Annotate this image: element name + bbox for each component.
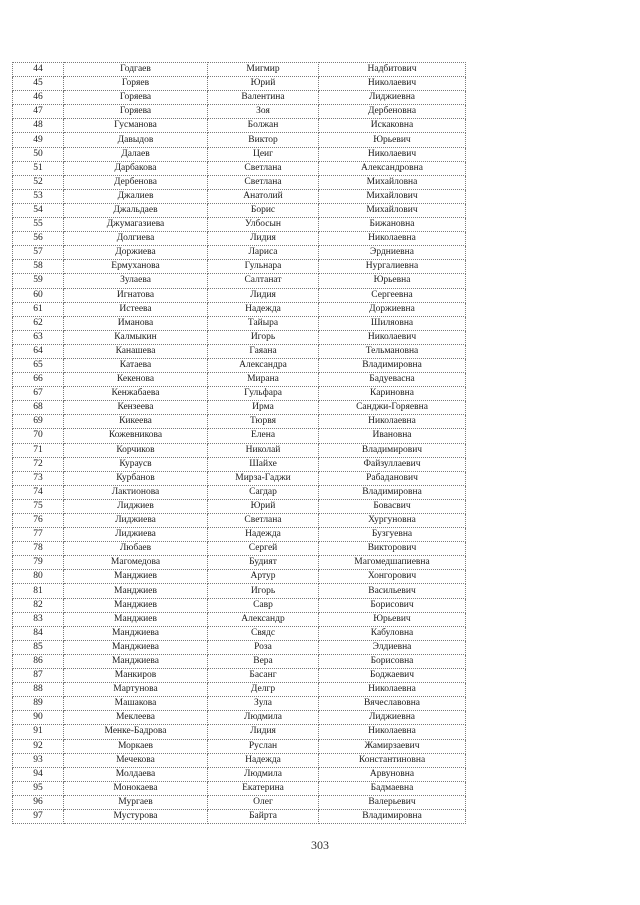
row-number-cell: 94 bbox=[13, 767, 64, 781]
table-row bbox=[13, 302, 466, 316]
last-name-cell: Манджиев bbox=[64, 598, 208, 612]
first-name-cell: Гульфара bbox=[208, 387, 319, 401]
first-name-cell: Валентина bbox=[208, 91, 319, 105]
patronymic-cell: Владимировна bbox=[319, 809, 466, 823]
first-name-cell: Руслан bbox=[208, 739, 319, 753]
table-row bbox=[13, 711, 466, 725]
first-name-cell: Лидия bbox=[208, 725, 319, 739]
row-number-cell: 47 bbox=[13, 105, 64, 119]
last-name-cell: Истеева bbox=[64, 302, 208, 316]
patronymic-cell: Бадмаевна bbox=[319, 781, 466, 795]
row-number-cell: 77 bbox=[13, 528, 64, 542]
first-name-cell: Тюрвя bbox=[208, 415, 319, 429]
first-name-cell: Гаяана bbox=[208, 344, 319, 358]
first-name-cell: Людмила bbox=[208, 711, 319, 725]
first-name-cell: Артур bbox=[208, 570, 319, 584]
row-number-cell: 49 bbox=[13, 133, 64, 147]
first-name-cell: Надежда bbox=[208, 753, 319, 767]
first-name-cell: Борис bbox=[208, 203, 319, 217]
first-name-cell: Зула bbox=[208, 697, 319, 711]
first-name-cell: Делгр bbox=[208, 683, 319, 697]
last-name-cell: Канашева bbox=[64, 344, 208, 358]
last-name-cell: Дербенова bbox=[64, 175, 208, 189]
patronymic-cell: Борисовна bbox=[319, 654, 466, 668]
row-number-cell: 65 bbox=[13, 358, 64, 372]
patronymic-cell: Арвуновна bbox=[319, 767, 466, 781]
last-name-cell: Лиджиева bbox=[64, 528, 208, 542]
patronymic-cell: Бовасвич bbox=[319, 499, 466, 513]
row-number-cell: 96 bbox=[13, 795, 64, 809]
row-number-cell: 71 bbox=[13, 443, 64, 457]
table-row bbox=[13, 809, 466, 823]
first-name-cell: Тайыра bbox=[208, 316, 319, 330]
last-name-cell: Джалиев bbox=[64, 189, 208, 203]
page-number: 303 bbox=[311, 838, 329, 852]
table-row bbox=[13, 415, 466, 429]
table-row bbox=[13, 781, 466, 795]
last-name-cell: Кензеева bbox=[64, 401, 208, 415]
row-number-cell: 72 bbox=[13, 457, 64, 471]
patronymic-cell: Лиджиевна bbox=[319, 711, 466, 725]
table-row bbox=[13, 626, 466, 640]
patronymic-cell: Эрдниевна bbox=[319, 246, 466, 260]
table-row bbox=[13, 373, 466, 387]
last-name-cell: Мечекова bbox=[64, 753, 208, 767]
row-number-cell: 57 bbox=[13, 246, 64, 260]
row-number-cell: 95 bbox=[13, 781, 64, 795]
row-number-cell: 82 bbox=[13, 598, 64, 612]
last-name-cell: Горяева bbox=[64, 105, 208, 119]
table-row bbox=[13, 739, 466, 753]
table-row bbox=[13, 612, 466, 626]
patronymic-cell: Михайлович bbox=[319, 189, 466, 203]
table-row bbox=[13, 246, 466, 260]
table-row bbox=[13, 697, 466, 711]
patronymic-cell: Лиджиевна bbox=[319, 91, 466, 105]
table-row bbox=[13, 795, 466, 809]
last-name-cell: Мургаев bbox=[64, 795, 208, 809]
patronymic-cell: Нургалиевна bbox=[319, 260, 466, 274]
patronymic-cell: Михайлович bbox=[319, 203, 466, 217]
first-name-cell: Юрий bbox=[208, 77, 319, 91]
table-row bbox=[13, 443, 466, 457]
patronymic-cell: Владимирович bbox=[319, 443, 466, 457]
last-name-cell: Манджиева bbox=[64, 654, 208, 668]
row-number-cell: 51 bbox=[13, 161, 64, 175]
last-name-cell: Ермуханова bbox=[64, 260, 208, 274]
first-name-cell: Вера bbox=[208, 654, 319, 668]
patronymic-cell: Рабаданович bbox=[319, 471, 466, 485]
table-row bbox=[13, 288, 466, 302]
first-name-cell: Басанг bbox=[208, 669, 319, 683]
patronymic-cell: Файзуллаевич bbox=[319, 457, 466, 471]
row-number-cell: 91 bbox=[13, 725, 64, 739]
first-name-cell: Сергей bbox=[208, 542, 319, 556]
table-row bbox=[13, 725, 466, 739]
row-number-cell: 56 bbox=[13, 232, 64, 246]
first-name-cell: Светлана bbox=[208, 175, 319, 189]
table-row bbox=[13, 358, 466, 372]
row-number-cell: 67 bbox=[13, 387, 64, 401]
first-name-cell: Анатолий bbox=[208, 189, 319, 203]
row-number-cell: 50 bbox=[13, 147, 64, 161]
first-name-cell: Надежда bbox=[208, 528, 319, 542]
patronymic-cell: Викторович bbox=[319, 542, 466, 556]
row-number-cell: 87 bbox=[13, 669, 64, 683]
last-name-cell: Кожевникова bbox=[64, 429, 208, 443]
first-name-cell: Надежда bbox=[208, 302, 319, 316]
table-row bbox=[13, 77, 466, 91]
patronymic-cell: Александровна bbox=[319, 161, 466, 175]
table-row bbox=[13, 654, 466, 668]
last-name-cell: Джумагазиева bbox=[64, 218, 208, 232]
last-name-cell: Мартунова bbox=[64, 683, 208, 697]
first-name-cell: Николай bbox=[208, 443, 319, 457]
last-name-cell: Калмыкин bbox=[64, 330, 208, 344]
last-name-cell: Кикеева bbox=[64, 415, 208, 429]
table-row bbox=[13, 344, 466, 358]
row-number-cell: 58 bbox=[13, 260, 64, 274]
patronymic-cell: Юрьевна bbox=[319, 274, 466, 288]
first-name-cell: Роза bbox=[208, 640, 319, 654]
table-row bbox=[13, 485, 466, 499]
names-table bbox=[12, 62, 466, 824]
row-number-cell: 81 bbox=[13, 584, 64, 598]
last-name-cell: Любаев bbox=[64, 542, 208, 556]
last-name-cell: Магомедова bbox=[64, 556, 208, 570]
patronymic-cell: Константиновна bbox=[319, 753, 466, 767]
row-number-cell: 74 bbox=[13, 485, 64, 499]
row-number-cell: 83 bbox=[13, 612, 64, 626]
row-number-cell: 90 bbox=[13, 711, 64, 725]
patronymic-cell: Владимировна bbox=[319, 485, 466, 499]
row-number-cell: 54 bbox=[13, 203, 64, 217]
patronymic-cell: Юрьевич bbox=[319, 133, 466, 147]
first-name-cell: Мирана bbox=[208, 373, 319, 387]
row-number-cell: 68 bbox=[13, 401, 64, 415]
first-name-cell: Александр bbox=[208, 612, 319, 626]
table-row bbox=[13, 330, 466, 344]
patronymic-cell: Николаевна bbox=[319, 415, 466, 429]
patronymic-cell: Николаевна bbox=[319, 232, 466, 246]
last-name-cell: Манджиева bbox=[64, 626, 208, 640]
patronymic-cell: Кабуловна bbox=[319, 626, 466, 640]
patronymic-cell: Надбитович bbox=[319, 63, 466, 77]
table-row bbox=[13, 63, 466, 77]
table-row bbox=[13, 556, 466, 570]
patronymic-cell: Хонгорович bbox=[319, 570, 466, 584]
last-name-cell: Долгиева bbox=[64, 232, 208, 246]
first-name-cell: Улбосын bbox=[208, 218, 319, 232]
table-row bbox=[13, 471, 466, 485]
last-name-cell: Курбанов bbox=[64, 471, 208, 485]
table-row bbox=[13, 584, 466, 598]
first-name-cell: Светлана bbox=[208, 161, 319, 175]
last-name-cell: Зулаева bbox=[64, 274, 208, 288]
patronymic-cell: Юрьевич bbox=[319, 612, 466, 626]
first-name-cell: Олег bbox=[208, 795, 319, 809]
patronymic-cell: Валерьевич bbox=[319, 795, 466, 809]
table-row bbox=[13, 669, 466, 683]
patronymic-cell: Доржиевна bbox=[319, 302, 466, 316]
last-name-cell: Годгаев bbox=[64, 63, 208, 77]
first-name-cell: Сагдар bbox=[208, 485, 319, 499]
last-name-cell: Моркаев bbox=[64, 739, 208, 753]
last-name-cell: Меклеева bbox=[64, 711, 208, 725]
first-name-cell: Лариса bbox=[208, 246, 319, 260]
table-row bbox=[13, 232, 466, 246]
last-name-cell: Мустурова bbox=[64, 809, 208, 823]
row-number-cell: 48 bbox=[13, 119, 64, 133]
patronymic-cell: Николаевна bbox=[319, 725, 466, 739]
row-number-cell: 62 bbox=[13, 316, 64, 330]
row-number-cell: 61 bbox=[13, 302, 64, 316]
patronymic-cell: Вячеславовна bbox=[319, 697, 466, 711]
first-name-cell: Игорь bbox=[208, 330, 319, 344]
first-name-cell: Болжан bbox=[208, 119, 319, 133]
row-number-cell: 92 bbox=[13, 739, 64, 753]
first-name-cell: Мирза-Гаджи bbox=[208, 471, 319, 485]
table-row bbox=[13, 260, 466, 274]
table-row bbox=[13, 514, 466, 528]
row-number-cell: 93 bbox=[13, 753, 64, 767]
last-name-cell: Менке-Бадрова bbox=[64, 725, 208, 739]
last-name-cell: Монокаева bbox=[64, 781, 208, 795]
first-name-cell: Зоя bbox=[208, 105, 319, 119]
patronymic-cell: Магомедшапиевна bbox=[319, 556, 466, 570]
first-name-cell: Юрий bbox=[208, 499, 319, 513]
row-number-cell: 46 bbox=[13, 91, 64, 105]
last-name-cell: Манджиев bbox=[64, 612, 208, 626]
patronymic-cell: Кариновна bbox=[319, 387, 466, 401]
table-row bbox=[13, 429, 466, 443]
patronymic-cell: Хургуновна bbox=[319, 514, 466, 528]
last-name-cell: Иманова bbox=[64, 316, 208, 330]
first-name-cell: Мигмир bbox=[208, 63, 319, 77]
table-row bbox=[13, 189, 466, 203]
row-number-cell: 63 bbox=[13, 330, 64, 344]
first-name-cell: Людмила bbox=[208, 767, 319, 781]
row-number-cell: 69 bbox=[13, 415, 64, 429]
row-number-cell: 53 bbox=[13, 189, 64, 203]
names-table-body bbox=[13, 63, 466, 824]
last-name-cell: Горяев bbox=[64, 77, 208, 91]
patronymic-cell: Ивановна bbox=[319, 429, 466, 443]
row-number-cell: 52 bbox=[13, 175, 64, 189]
last-name-cell: Манджиев bbox=[64, 584, 208, 598]
last-name-cell: Лиджиева bbox=[64, 514, 208, 528]
patronymic-cell: Сергеевна bbox=[319, 288, 466, 302]
row-number-cell: 97 bbox=[13, 809, 64, 823]
table-row bbox=[13, 91, 466, 105]
first-name-cell: Байрта bbox=[208, 809, 319, 823]
last-name-cell: Игнатова bbox=[64, 288, 208, 302]
table-row bbox=[13, 528, 466, 542]
last-name-cell: Манкиров bbox=[64, 669, 208, 683]
row-number-cell: 73 bbox=[13, 471, 64, 485]
table-row bbox=[13, 767, 466, 781]
patronymic-cell: Шиляовна bbox=[319, 316, 466, 330]
row-number-cell: 79 bbox=[13, 556, 64, 570]
table-row bbox=[13, 175, 466, 189]
first-name-cell: Лидия bbox=[208, 232, 319, 246]
row-number-cell: 89 bbox=[13, 697, 64, 711]
last-name-cell: Лактионова bbox=[64, 485, 208, 499]
last-name-cell: Горяева bbox=[64, 91, 208, 105]
last-name-cell: Джальдаев bbox=[64, 203, 208, 217]
patronymic-cell: Тельмановна bbox=[319, 344, 466, 358]
first-name-cell: Ирма bbox=[208, 401, 319, 415]
table-row bbox=[13, 542, 466, 556]
last-name-cell: Кураусв bbox=[64, 457, 208, 471]
last-name-cell: Молдаева bbox=[64, 767, 208, 781]
patronymic-cell: Борисович bbox=[319, 598, 466, 612]
last-name-cell: Машакова bbox=[64, 697, 208, 711]
patronymic-cell: Боджаевич bbox=[319, 669, 466, 683]
row-number-cell: 76 bbox=[13, 514, 64, 528]
patronymic-cell: Искаковна bbox=[319, 119, 466, 133]
patronymic-cell: Бузгуевна bbox=[319, 528, 466, 542]
table-row bbox=[13, 598, 466, 612]
row-number-cell: 70 bbox=[13, 429, 64, 443]
first-name-cell: Цеиг bbox=[208, 147, 319, 161]
first-name-cell: Игорь bbox=[208, 584, 319, 598]
table-row bbox=[13, 147, 466, 161]
table-row bbox=[13, 457, 466, 471]
last-name-cell: Давыдов bbox=[64, 133, 208, 147]
row-number-cell: 44 bbox=[13, 63, 64, 77]
table-row bbox=[13, 133, 466, 147]
first-name-cell: Свядс bbox=[208, 626, 319, 640]
patronymic-cell: Николаевич bbox=[319, 77, 466, 91]
last-name-cell: Лиджиев bbox=[64, 499, 208, 513]
first-name-cell: Елена bbox=[208, 429, 319, 443]
row-number-cell: 55 bbox=[13, 218, 64, 232]
row-number-cell: 88 bbox=[13, 683, 64, 697]
row-number-cell: 60 bbox=[13, 288, 64, 302]
table-row bbox=[13, 161, 466, 175]
first-name-cell: Александра bbox=[208, 358, 319, 372]
first-name-cell: Салтанат bbox=[208, 274, 319, 288]
last-name-cell: Катаева bbox=[64, 358, 208, 372]
row-number-cell: 84 bbox=[13, 626, 64, 640]
last-name-cell: Корчиков bbox=[64, 443, 208, 457]
patronymic-cell: Жамирзаевич bbox=[319, 739, 466, 753]
table-row bbox=[13, 499, 466, 513]
row-number-cell: 75 bbox=[13, 499, 64, 513]
row-number-cell: 80 bbox=[13, 570, 64, 584]
table-row bbox=[13, 203, 466, 217]
table-row bbox=[13, 387, 466, 401]
last-name-cell: Гусманова bbox=[64, 119, 208, 133]
table-row bbox=[13, 683, 466, 697]
table-row bbox=[13, 401, 466, 415]
first-name-cell: Лидия bbox=[208, 288, 319, 302]
patronymic-cell: Николаевич bbox=[319, 147, 466, 161]
table-row bbox=[13, 640, 466, 654]
last-name-cell: Доржиева bbox=[64, 246, 208, 260]
row-number-cell: 64 bbox=[13, 344, 64, 358]
row-number-cell: 85 bbox=[13, 640, 64, 654]
table-row bbox=[13, 218, 466, 232]
patronymic-cell: Бадуевасна bbox=[319, 373, 466, 387]
table-row bbox=[13, 753, 466, 767]
patronymic-cell: Николаевич bbox=[319, 330, 466, 344]
row-number-cell: 86 bbox=[13, 654, 64, 668]
table-row bbox=[13, 570, 466, 584]
first-name-cell: Светлана bbox=[208, 514, 319, 528]
row-number-cell: 45 bbox=[13, 77, 64, 91]
last-name-cell: Далаев bbox=[64, 147, 208, 161]
first-name-cell: Гульнара bbox=[208, 260, 319, 274]
first-name-cell: Савр bbox=[208, 598, 319, 612]
first-name-cell: Виктор bbox=[208, 133, 319, 147]
table-row bbox=[13, 119, 466, 133]
first-name-cell: Шайхе bbox=[208, 457, 319, 471]
last-name-cell: Кенжабаева bbox=[64, 387, 208, 401]
row-number-cell: 66 bbox=[13, 373, 64, 387]
row-number-cell: 78 bbox=[13, 542, 64, 556]
patronymic-cell: Бижановна bbox=[319, 218, 466, 232]
row-number-cell: 59 bbox=[13, 274, 64, 288]
first-name-cell: Будият bbox=[208, 556, 319, 570]
last-name-cell: Дарбакова bbox=[64, 161, 208, 175]
patronymic-cell: Владимировна bbox=[319, 358, 466, 372]
patronymic-cell: Санджи-Горяевна bbox=[319, 401, 466, 415]
last-name-cell: Манджиев bbox=[64, 570, 208, 584]
patronymic-cell: Михайловна bbox=[319, 175, 466, 189]
last-name-cell: Манджиева bbox=[64, 640, 208, 654]
patronymic-cell: Николаевна bbox=[319, 683, 466, 697]
last-name-cell: Кекенова bbox=[64, 373, 208, 387]
table-row bbox=[13, 105, 466, 119]
table-row bbox=[13, 274, 466, 288]
patronymic-cell: Элдиевна bbox=[319, 640, 466, 654]
table-row bbox=[13, 316, 466, 330]
patronymic-cell: Дербеновна bbox=[319, 105, 466, 119]
patronymic-cell: Васильевич bbox=[319, 584, 466, 598]
first-name-cell: Екатерина bbox=[208, 781, 319, 795]
